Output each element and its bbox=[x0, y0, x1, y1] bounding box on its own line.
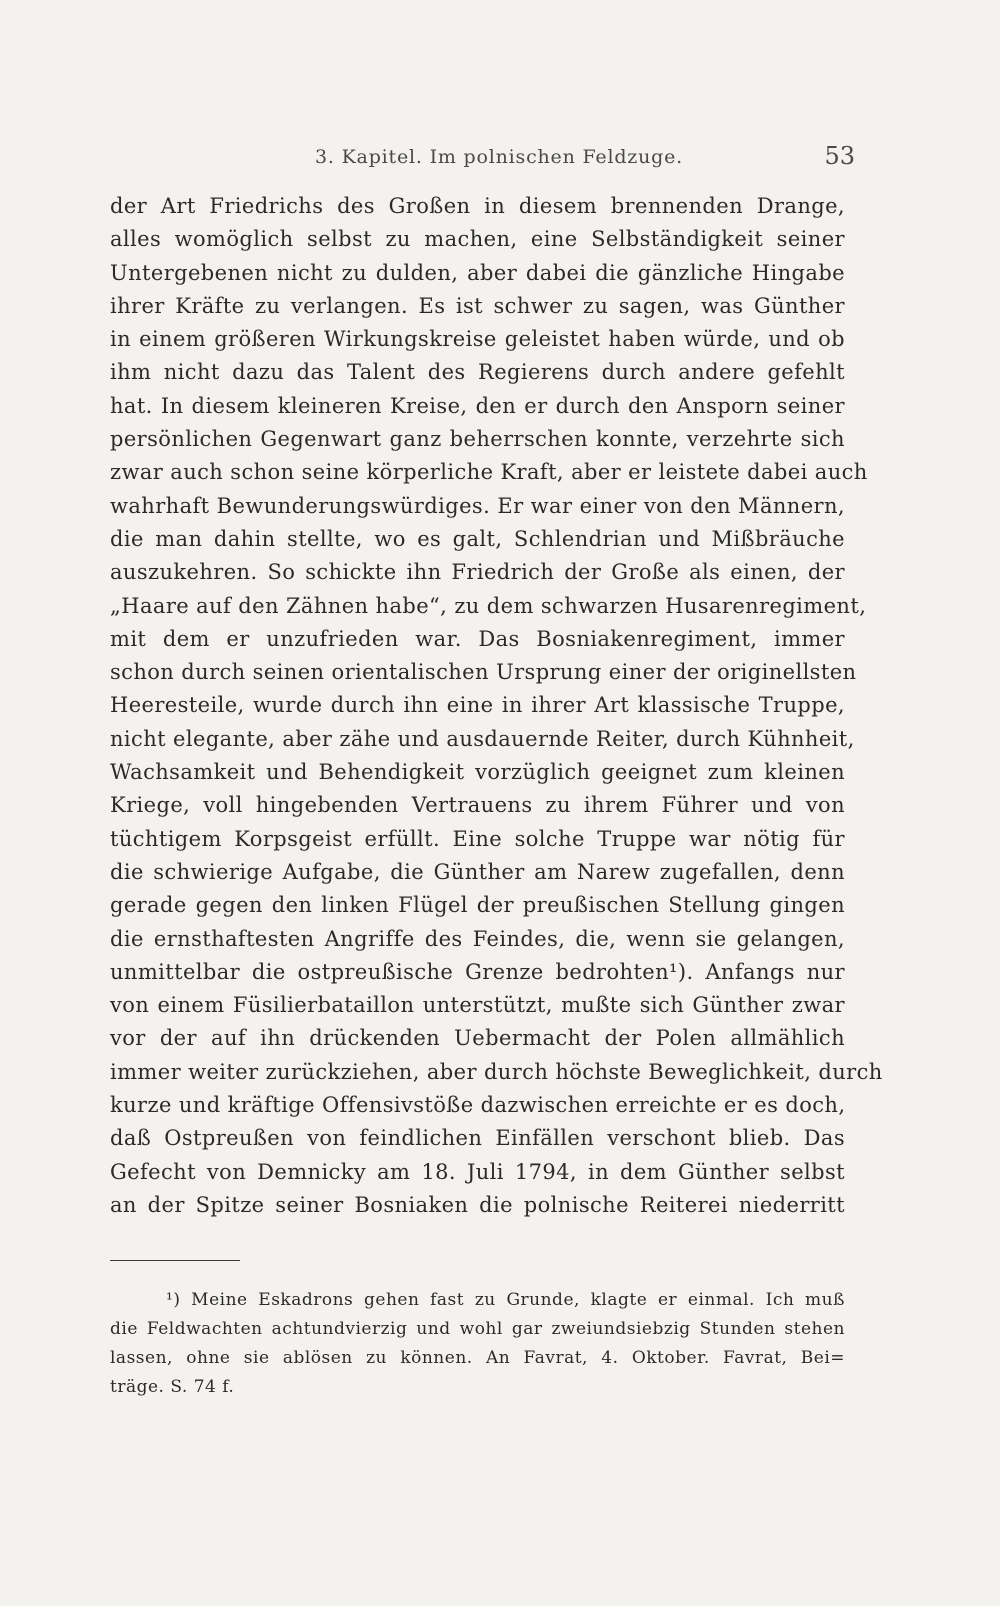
text-line: vor der auf ihn drückenden Uebermacht der Polen allmählich bbox=[110, 1026, 845, 1051]
text-line: an der Spitze seiner Bosniaken die polnische Reiterei niederritt bbox=[110, 1192, 845, 1217]
text-line: hat. In diesem kleineren Kreise, den er durch den Ansporn seiner bbox=[110, 393, 845, 418]
text-line: Gefecht von Demnicky am 18. Juli 1794, in dem Günther selbst bbox=[110, 1159, 845, 1184]
footnote-rule bbox=[110, 1260, 240, 1261]
text-line: von einem Füsilierbataillon unterstützt, mußte sich Günther zwar bbox=[110, 993, 845, 1018]
text-line: ihrer Kräfte zu verlangen. Es ist schwer zu sagen, was Günther bbox=[110, 293, 845, 318]
footnote-line: ¹) Meine Eskadrons gehen fast zu Grunde, klagte er einmal. Ich muß bbox=[166, 1290, 845, 1310]
text-line: Wachsamkeit und Behendigkeit vorzüglich geeignet zum kleinen bbox=[110, 760, 845, 785]
running-head bbox=[110, 142, 855, 176]
text-line: „Haare auf den Zähnen habe“, zu dem schwarzen Husarenregiment, bbox=[110, 593, 867, 618]
text-line: unmittelbar die ostpreußische Grenze bedrohten¹). Anfangs nur bbox=[110, 959, 845, 984]
text-line: Heeresteile, wurde durch ihn eine in ihrer Art klassische Truppe, bbox=[110, 693, 845, 718]
footnote-line: träge. S. 74 f. bbox=[110, 1377, 235, 1397]
text-line: ihm nicht dazu das Talent des Regierens durch andere gefehlt bbox=[110, 360, 845, 385]
text-line: kurze und kräftige Offensivstöße dazwischen erreichte er es doch, bbox=[110, 1093, 846, 1118]
footnote-line: lassen, ohne sie ablösen zu können. An Favrat, 4. Oktober. Favrat, Bei= bbox=[110, 1348, 845, 1368]
text-line: mit dem er unzufrieden war. Das Bosniakenregiment, immer bbox=[110, 626, 845, 651]
footnote-line: die Feldwachten achtundvierzig und wohl gar zweiundsiebzig Stunden stehen bbox=[110, 1319, 845, 1339]
text-line: die ernsthaftesten Angriffe des Feindes, die, wenn sie gelangen, bbox=[110, 926, 845, 951]
text-line: schon durch seinen orientalischen Ursprung einer der originellsten bbox=[110, 660, 857, 685]
footnotes bbox=[110, 1286, 845, 1402]
text-line: wahrhaft Bewunderungswürdiges. Er war einer von den Männern, bbox=[110, 493, 845, 518]
text-line: Untergebenen nicht zu dulden, aber dabei die gänzliche Hingabe bbox=[110, 260, 845, 285]
text-line: die schwierige Aufgabe, die Günther am Narew zugefallen, denn bbox=[110, 859, 845, 884]
text-line: zwar auch schon seine körperliche Kraft, aber er leistete dabei auch bbox=[110, 460, 868, 485]
text-line: die man dahin stellte, wo es galt, Schlendrian und Mißbräuche bbox=[110, 526, 845, 551]
text-line: der Art Friedrichs des Großen in diesem brennenden Drange, bbox=[110, 194, 845, 218]
text-line: gerade gegen den linken Flügel der preußischen Stellung gingen bbox=[110, 893, 845, 918]
text-line: immer weiter zurückziehen, aber durch höchste Beweglichkeit, durch bbox=[110, 1059, 883, 1084]
text-line: Kriege, voll hingebenden Vertrauens zu ihrem Führer und von bbox=[110, 793, 845, 818]
text-line: in einem größeren Wirkungskreise geleistet haben würde, und ob bbox=[110, 327, 845, 352]
text-line: daß Ostpreußen von feindlichen Einfällen verschont blieb. Das bbox=[110, 1126, 845, 1151]
text-line: alles womöglich selbst zu machen, eine Selbständigkeit seiner bbox=[110, 227, 845, 252]
main-text bbox=[110, 190, 883, 1222]
text-line: auszukehren. So schickte ihn Friedrich der Große als einen, der bbox=[110, 560, 845, 585]
text-line: nicht elegante, aber zähe und ausdauernde Reiter, durch Kühnheit, bbox=[110, 726, 855, 751]
text-line: tüchtigem Korpsgeist erfüllt. Eine solche Truppe war nötig für bbox=[110, 826, 845, 851]
chapter-title: 3. Kapitel. Im polnischen Feldzuge. bbox=[315, 146, 683, 168]
text-line: persönlichen Gegenwart ganz beherrschen konnte, verzehrte sich bbox=[110, 427, 845, 452]
page-number: 53 bbox=[824, 142, 855, 170]
